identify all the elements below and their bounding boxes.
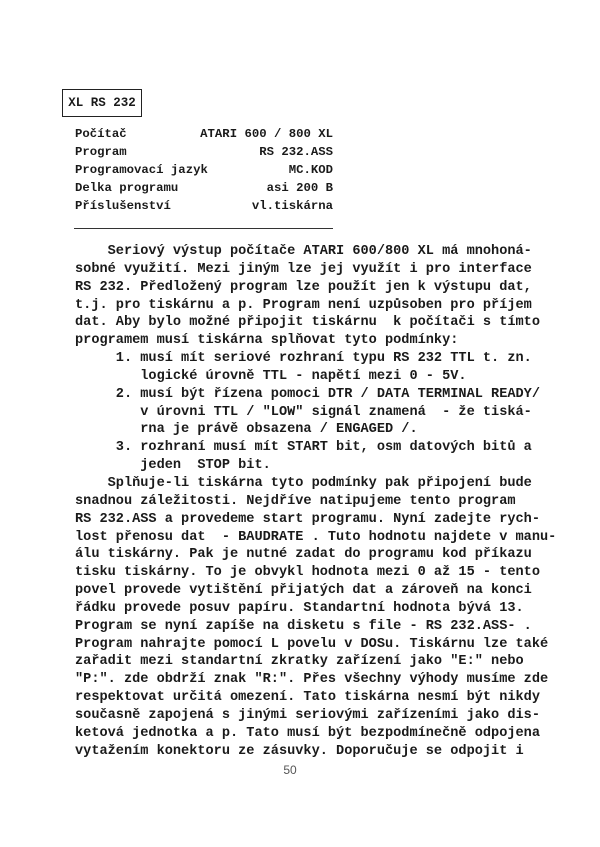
info-label: Příslušenství (75, 199, 171, 213)
text-line: Program nahrajte pomocí L povelu v DOSu. Tiskárnu lze také (75, 636, 549, 652)
text-line: řádku provede posuv papíru. Standartní hodnota bývá 13. (75, 600, 524, 616)
text-line: v úrovni TTL / "LOW" signál znamená - že tiská- (75, 404, 532, 420)
text-line: tisku tiskárny. To je obvykl hodnota mezi 0 až 15 - tento (75, 565, 540, 581)
info-row (75, 125, 333, 143)
info-label: Program (75, 145, 127, 159)
info-value: RS 232.ASS (259, 145, 333, 159)
text-line: povel provede vytištění přijatých dat a zároveň na konci (75, 583, 532, 599)
text-line: jeden STOP bit. (75, 458, 271, 474)
section-divider (74, 228, 333, 229)
text-line: lost přenosu dat - BAUDRATE . Tuto hodnotu najdete v manu- (75, 529, 557, 545)
text-line: Program se nyní zapíše na disketu s file - RS 232.ASS- . (75, 618, 532, 634)
text-line: RS 232.ASS a provedeme start programu. Nyní zadejte rych- (75, 511, 540, 527)
text-line: ketová jednotka a p. Tato musí být bezpodmínečně odpojena (75, 725, 540, 741)
text-line: 2. musí být řízena pomoci DTR / DATA TERMINAL READY/ (75, 386, 540, 402)
info-label: Programovací jazyk (75, 163, 208, 177)
text-line: Splňuje-li tiskárna tyto podmínky pak připojení bude (75, 475, 532, 491)
text-line: vytažením konektoru ze zásuvky. Doporučuje se odpojit i (75, 743, 524, 759)
info-row (75, 197, 333, 215)
info-label: Počítač (75, 127, 127, 141)
text-line: logické úrovně TTL - napětí mezi 0 - 5V. (75, 368, 467, 384)
info-value: ATARI 600 / 800 XL (200, 127, 333, 141)
info-row (75, 143, 333, 161)
text-line: 3. rozhraní musí mít START bit, osm datových bitů a (75, 440, 532, 456)
text-line: 1. musí mít seriové rozhraní typu RS 232 TTL t. zn. (75, 351, 532, 367)
program-info-table (75, 125, 333, 215)
text-line: dat. Aby bylo možné připojit tiskárnu k počítači s tímto (75, 315, 540, 331)
text-line: zařadit mezi standartní zkratky zařízení jako "E:" nebo (75, 654, 524, 670)
body-text (75, 243, 557, 760)
text-line: programem musí tiskárna splňovat tyto podmínky: (75, 333, 459, 349)
text-line: "P:". zde obdrží znak "R:". Přes všechny výhody musíme zde (75, 672, 549, 688)
info-value: MC.KOD (288, 163, 333, 177)
text-line: snadnou záležitosti. Nejdříve natipujeme tento program (75, 493, 516, 509)
title-box: XL RS 232 (62, 89, 142, 117)
info-value: vl.tiskárna (251, 199, 333, 213)
info-value: asi 200 B (266, 181, 333, 195)
page-number: 50 (283, 763, 297, 777)
text-line: respektovat určitá omezení. Tato tiskárna nesmí být nikdy (75, 690, 540, 706)
text-line: t.j. pro tiskárnu a p. Program není uzpůsoben pro příjem (75, 297, 532, 313)
text-line: álu tiskárny. Pak je nutné zadat do programu kod příkazu (75, 547, 532, 563)
text-line: sobné využití. Mezi jiným lze jej využít i pro interface (75, 261, 532, 277)
info-row (75, 179, 333, 197)
text-line: současně zapojená s jinými seriovými zařízeními jako dis- (75, 707, 540, 723)
info-row (75, 161, 333, 179)
text-line: Seriový výstup počítače ATARI 600/800 XL má mnohoná- (75, 244, 532, 259)
info-label: Delka programu (75, 181, 179, 195)
text-line: rna je právě obsazena / ENGAGED /. (75, 422, 418, 438)
text-line: RS 232. Předložený program lze použít jen k výstupu dat, (75, 279, 532, 295)
